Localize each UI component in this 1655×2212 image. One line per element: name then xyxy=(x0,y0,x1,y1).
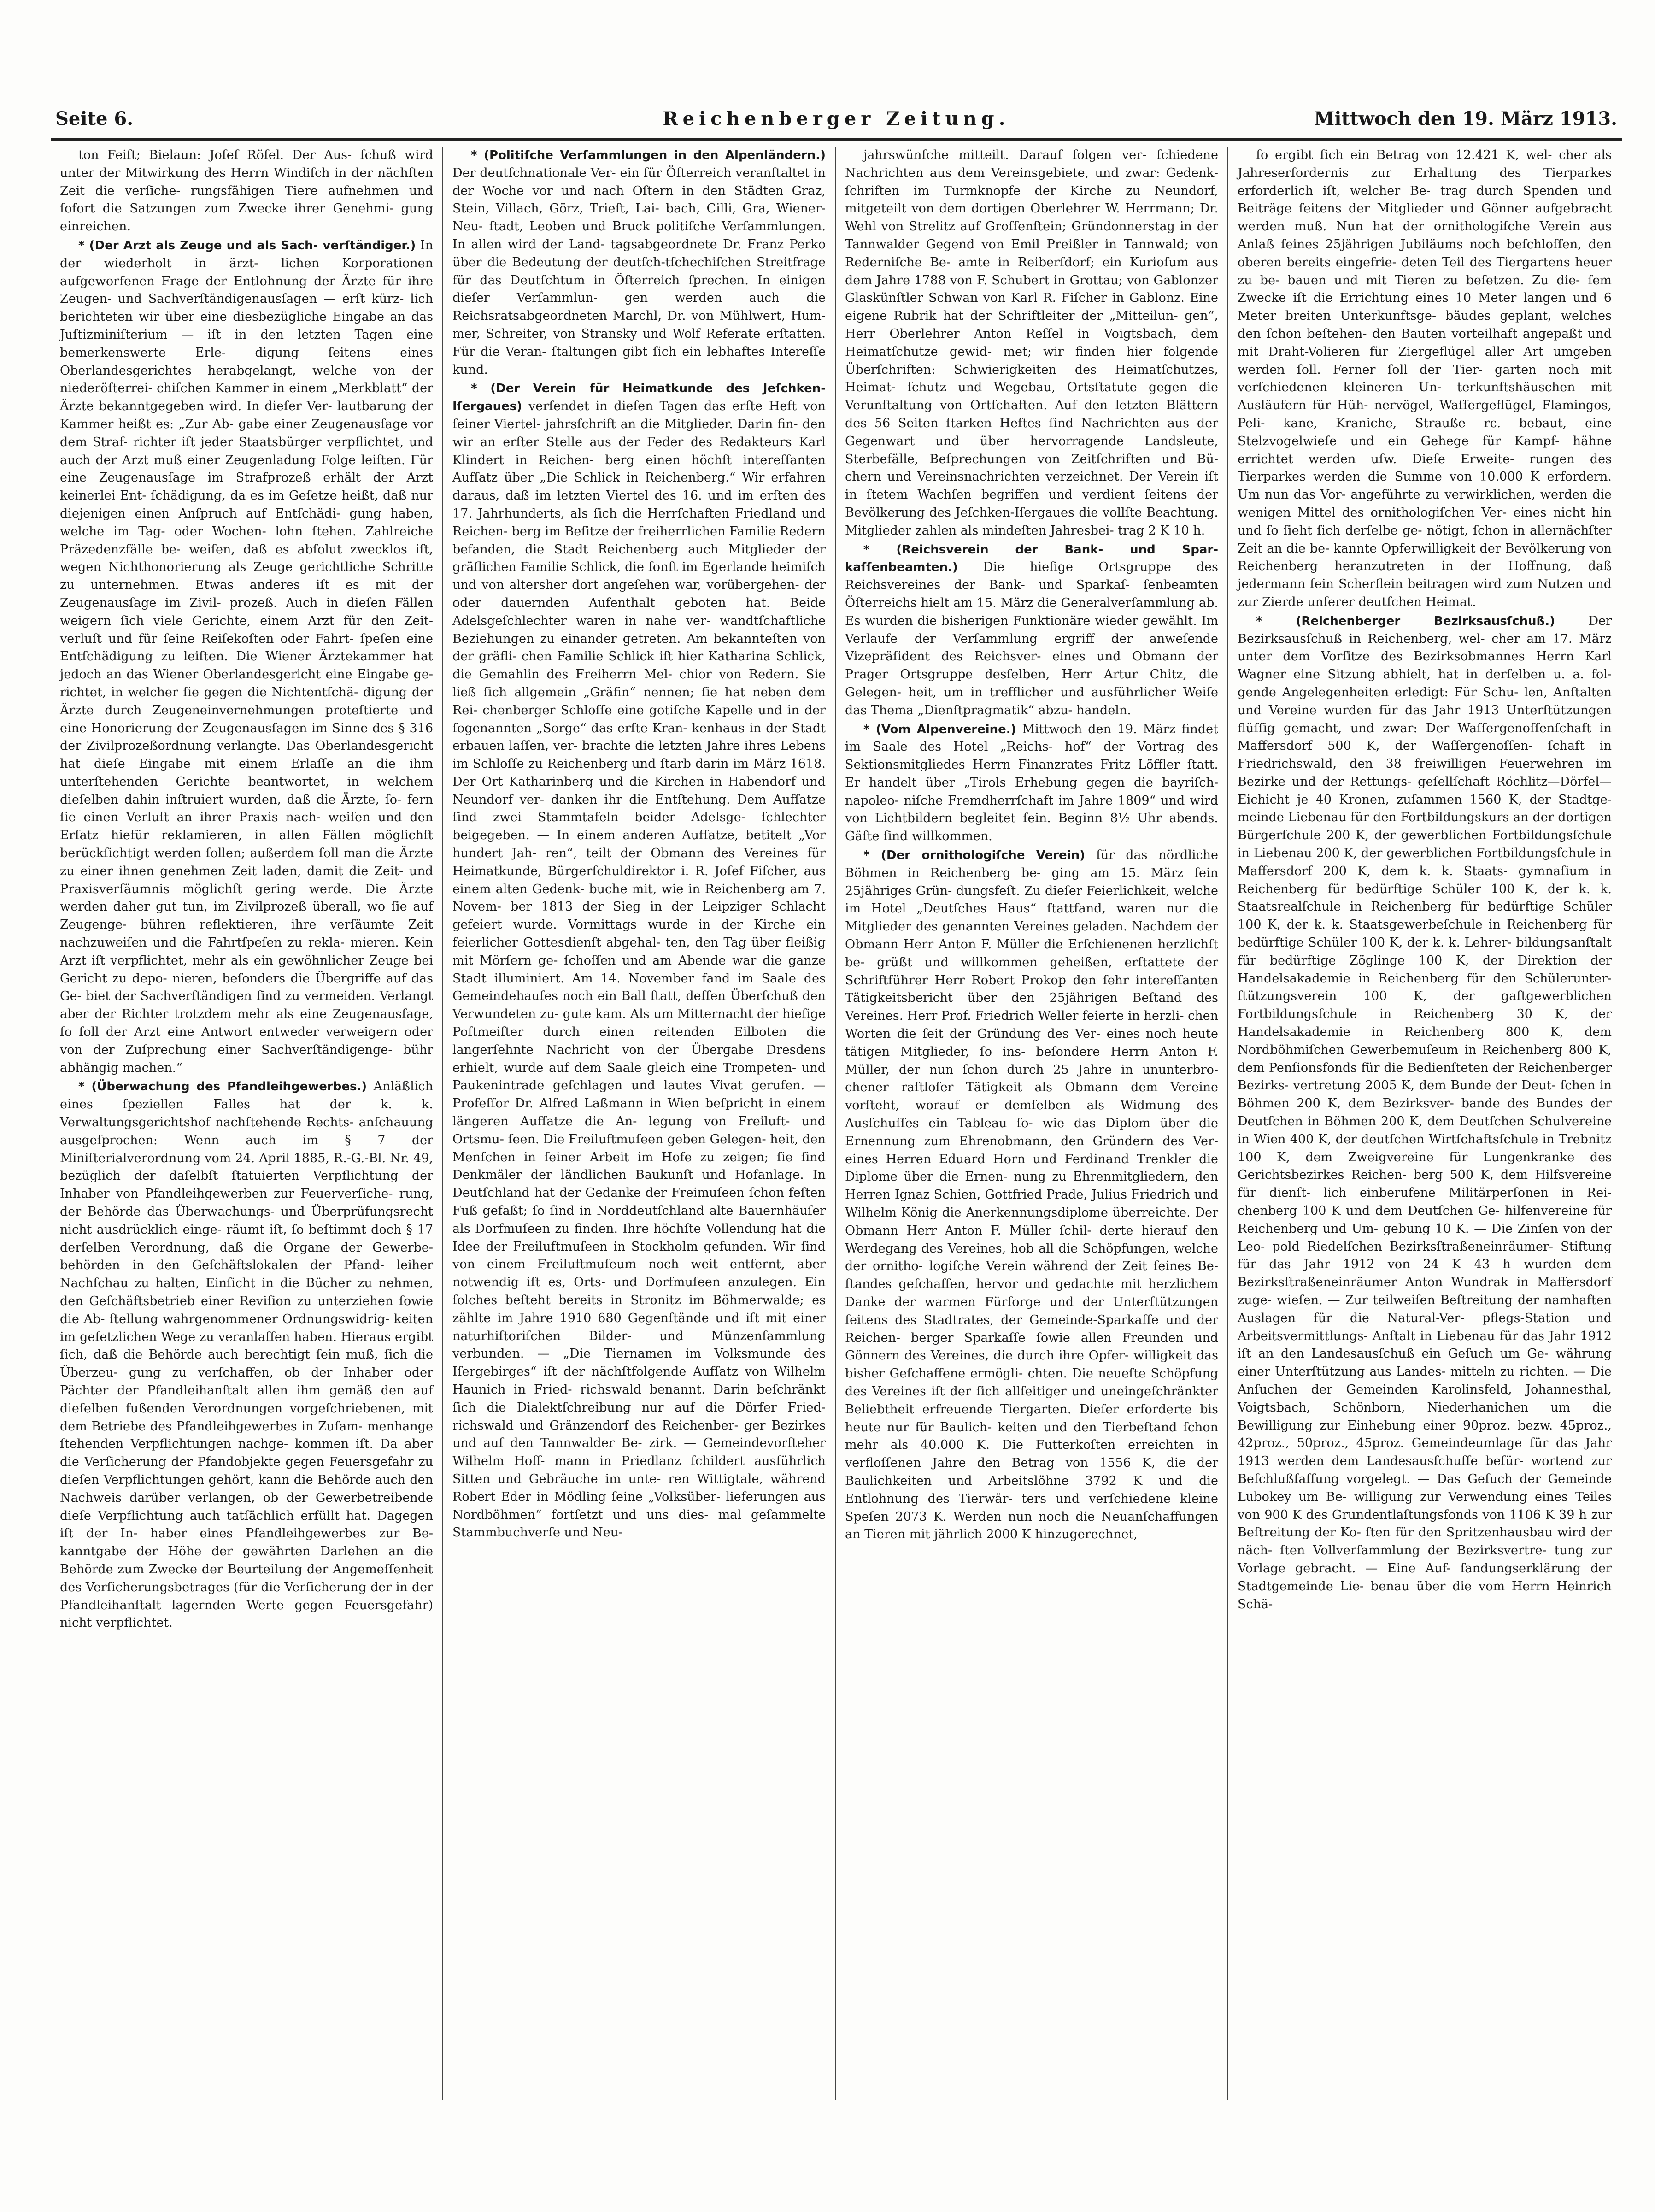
article-heading: * (Vom Alpenvereine.) xyxy=(863,722,1016,736)
article-arzt-zeuge xyxy=(60,237,433,1077)
article-columns xyxy=(51,147,1622,2100)
article-body: Mittwoch den 19. März findet im Saale des Hotel „Reichs- hof“ der Vortrag des Sektionsmitgliedes Herrn Finanzrates Fritz Löffler ſtatt. Er handelt über „Tirols Erhebung gegen die bayriſch-napoleo- niſche Fremdherrſchaft im Jahre 1809“ und wird von Lichtbildern begleitet ſein. Beginn 8½ Uhr abends. Gäſte ſind willkommen. xyxy=(845,722,1218,844)
issue-date: Mittwoch den 19. März 1913. xyxy=(1314,107,1617,129)
article-body: Anläßlich eines ſpeziellen Falles hat der k. k. Verwaltungsgerichtshof nachſtehende Rechts- anſchauung ausgeſprochen: Wenn auch im § 7 der Miniſterialverordnung vom 24. April 1885, R.-G.-Bl. Nr. 49, bezüglich der daſelbſt ſtatuierten Verpflichtung der Inhaber von Pfandleihgewerben zur Feuerverſiche- rung, der Behörde das Überwachungs- und Überprüfungsrecht nicht ausdrücklich einge- räumt iſt, ſo beſtimmt doch § 17 derſelben Verordnung, daß die Organe der Gewerbe- behörden in den Geſchäftslokalen der Pfand- leiher Nachſchau zu halten, Einſicht in die Bücher zu nehmen, den Geſchäftsbetrieb einer Reviſion zu unterziehen ſowie die Ab- ſtellung wahrgenommener Ordnungswidrig- keiten im geſetzlichen Wege zu veranlaſſen haben. Hieraus ergibt ſich, daß die Behörde auch berechtigt ſein muß, ſich die Überzeu- gung zu verſchaffen, ob der Inhaber oder Pächter der Pfandleihanſtalt allen ihm gemäß den auf dieſelben fußenden Verordnungen vorgeſchriebenen, mit dem Betriebe des Pfandleihgewerbes in Zuſam- menhange ſtehenden Verpflichtungen nachge- kommen iſt. Da aber die Verſicherung der Pfandobjekte gegen Feuersgefahr zu dieſen Verpflichtungen gehört, kann die Behörde auch den Nachweis darüber verlangen, ob der Gewerbetreibende dieſe Verpflichtung auch tatſächlich erfüllt hat. Dagegen iſt der In- haber eines Pfandleihgewerbes zur Be- kanntgabe der Höhe der gewährten Darlehen an die Behörde zum Zwecke der Beurteilung der Angemeſſenheit des Verſicherungsbetrages (für die Verſicherung der in der Pfandleihanſtalt lagernden Werte gegen Feuersgefahr) nicht verpflichtet. xyxy=(60,1079,433,1630)
article-heading: * (Überwachung des Pfandleihgewerbes.) xyxy=(78,1080,367,1094)
article-politische-versammlungen xyxy=(452,147,826,379)
article-pfandleihgewerbe xyxy=(60,1078,433,1632)
masthead xyxy=(55,102,1617,135)
article-heading: * (Der ornithologiſche Verein) xyxy=(863,848,1085,863)
column-1 xyxy=(51,147,443,2100)
page-number: Seite 6. xyxy=(55,107,134,129)
newspaper-title: Reichenberger Zeitung. xyxy=(663,107,1010,129)
article-body: verſendet in dieſen Tagen das erſte Heft von ſeiner Viertel- jahrsſchrift an die Mitglieder. Darin fin- den wir an erſter Stelle aus der Feder des Redakteurs Karl Klindert in Reichen- berg einen höchſt intereſſanten Aufſatz über „Die Schlick in Reichenberg.“ Wir erfahren daraus, daß im letzten Viertel des 16. und im erſten des 17. Jahrhunderts, als ſich die Herrſchaften Friedland und Reichen- berg im Beſitze der freiherrlichen Familie Redern befanden, die Stadt Reichenberg auch Mitglieder der gräflichen Familie Schlick, die ſonſt im Egerlande heimiſch und von altersher dort angeſehen war, vorübergehen- der oder dauernden Aufenthalt geboten hat. Beide Adelsgeſchlechter waren in nahe ver- wandtſchaftliche Beziehungen zu einander getreten. Am bekannteſten von der gräfli- chen Familie Schlick iſt hier Katharina Schlick, die Gemahlin des Freiherrn Mel- chior von Redern. Sie ließ ſich allgemein „Gräfin“ nennen; ſie hat neben dem Rei- chenberger Schloſſe eine gotiſche Kapelle und in der ſogenannten „Sorge“ das erſte Kran- kenhaus in der Stadt erbauen laſſen, ver- brachte die letzten Jahre ihres Lebens im Schloſſe zu Reichenberg und ſtarb darin im März 1618. Der Ort Katharinberg und die Kirchen in Habendorf und Neundorf ver- danken ihr die Entſtehung. Dem Aufſatze ſind zwei Stammtafeln beider Adelsge- ſchlechter beigegeben. — In einem anderen Aufſatze, betitelt „Vor hundert Jah- ren“, teilt der Obmann des Vereines für Heimatkunde, Bürgerſchuldirektor i. R. Joſef Fiſcher, aus einem alten Gedenk- buche mit, wie in Reichenberg am 7. Novem- ber 1813 der Sieg in der Leipziger Schlacht gefeiert wurde. Vormittags wurde in der Kirche ein feierlicher Gottesdienſt abgehal- ten, den Tag über fleißig mit Mörſern ge- ſchoſſen und am Abende war die ganze Stadt illuminiert. Am 14. November fand im Saale des Gemeindehauſes noch ein Ball ſtatt, deſſen Überſchuß den Verwundeten zu- gute kam. Als um Mitternacht der hieſige Poſtmeiſter durch einen reitenden Eilboten die langerſehnte Nachricht von der Übergabe Dresdens erhielt, wurde auf dem Saale gleich eine Trompeten- und Paukenintrade geſchlagen und lautes Vivat gerufen. — Profeſſor Dr. Alfred Laßmann in Wien beſpricht in einem längeren Aufſatze die An- legung von Freiluft- und Ortsmu- ſeen. Die Freiluftmuſeen geben Gelegen- heit, den Menſchen in ſeiner Arbeit im Hofe zu zeigen; ſie ſind Denkmäler der ländlichen Baukunſt und Hofanlage. In Deutſchland hat der Gedanke der Freimuſeen ſchon feſten Fuß gefaßt; ſo ſind in Norddeutſchland alte Bauernhäuſer als Dorfmuſeen zu finden. Ihre höchſte Vollendung hat die Idee der Freiluftmuſeen in Stockholm gefunden. Wir ſind von einem Freiluftmuſeum noch weit entfernt, aber notwendig iſt es, Orts- und Dorfmuſeen anzulegen. Ein ſolches beſteht bereits in Stronitz im Böhmerwalde; es zählte im Jahre 1910 680 Gegenſtände und iſt mit einer naturhiſtoriſchen Bilder- und Münzenſammlung verbunden. — „Die Tiernamen im Volksmunde des Iſergebirges“ iſt der nächſtfolgende Aufſatz von Wilhelm Haunich in Fried- richswald benannt. Darin beſchränkt ſich die Dialektſchreibung nur auf die Dörfer Fried- richswald und Gränzendorf des Reichenber- ger Bezirkes und auf den Tannwalder Be- zirk. — Gemeindevorſteher Wilhelm Hoff- mann in Priedlanz ſchildert ausführlich Sitten und Gebräuche im unte- ren Wittigtale, während Robert Eder in Mödling ſeine „Volksüber- lieferungen aus Nordböhmen“ fortſetzt und uns dies- mal geſammelte Stammbuchverſe und Neu- xyxy=(452,399,826,1540)
article-body: Der Bezirksausſchuß in Reichenberg, wel- cher am 17. März unter dem Vorſitze des Bezirksobmannes Herrn Karl Wagner eine Sitzung abhielt, hat in derſelben u. a. fol- gende Angelegenheiten erledigt: Für Schu- len, Anſtalten und Vereine wurden für das Jahr 1913 Unterſtützungen flüſſig gemacht, und zwar: Der Waſſergenoſſenſchaft in Maffersdorf 500 K, der Waſſergenoſſen- ſchaft in Friedrichswald, den 38 freiwilligen Feuerwehren im Bezirke und der Rettungs- geſellſchaft Röchlitz—Dörfel—Eichicht je 40 Kronen, zuſammen 1560 K, der Stadtge- meinde Liebenau für den Fortbildungskurs an der dortigen Bürgerſchule 200 K, der gewerblichen Fortbildungsſchule in Liebenau 200 K, der gewerblichen Fortbildungsſchule in Maffersdorf 200 K, dem k. k. Staats- gymnaſium in Reichenberg für bedürftige Schüler 100 K, der k. k. Staatsrealſchule in Reichenberg für bedürftige Schüler 100 K, der k. k. Staatsgewerbeſchule in Reichenberg für bedürftige Schüler 100 K, der k. k. Lehrer- bildungsanſtalt für bedürftige Zöglinge 100 K, der Direktion der Handelsakademie in Reichenberg für den Schülerunter- ſtützungsverein 100 K, der gaſtgewerblichen Fortbildungsſchule in Reichenberg 30 K, der Handelsakademie in Reichenberg 800 K, dem Nordböhmiſchen Gewerbemuſeum in Reichenberg 800 K, dem Penſionsfonds für die Bedienſteten der Reichenberger Bezirks- vertretung 2005 K, dem Bunde der Deut- ſchen in Böhmen 200 K, dem Bezirksver- bande des Bundes der Deutſchen in Böhmen 200 K, dem Deutſchen Schulvereine in Wien 400 K, der deutſchen Wirtſchaftsſchule in Trebnitz 100 K, dem Zweigvereine für Lungenkranke des Gerichtsbezirkes Reichen- berg 500 K, dem Hilfsvereine für dienſt- lich einberufene Militärperſonen in Rei- chenberg 100 K und dem Deutſchen Ge- hilfenvereine für Reichenberg und Um- gebung 10 K. — Die Zinſen von der Leo- pold Riedelſchen Bezirksſtraßeneinräumer- Stiftung für das Jahr 1912 von 24 K 43 h wurden dem Bezirksſtraßeneinräumer Anton Wundrak in Maffersdorf zuge- wieſen. — Zur teilweiſen Beſtreitung der namhaften Auslagen für die Natural-Ver- pflegs-Station und Arbeitsvermittlungs- Anſtalt in Liebenau für das Jahr 1912 iſt an den Landesausſchuß ein Geſuch um Ge- währung einer Unterſtützung aus Landes- mitteln zu richten. — Die Anſuchen der Gemeinden Karolinsfeld, Johannesthal, Voigtsbach, Schönborn, Niederhanichen um die Bewilligung zur Einhebung einer 90proz. bezw. 45proz., 42proz., 50proz., 45proz. Gemeindeumlage für das Jahr 1913 werden dem Landesausſchuſſe befür- wortend zur Beſchlußfaſſung vorgelegt. — Das Geſuch der Gemeinde Lubokey um Be- willigung zur Verwendung eines Teiles von 900 K des Grundentlaſtungsfonds von 1106 K 39 h zur Beſtreitung der Ko- ſten für den Spritzenhausbau wird der näch- ſten Vollverſammlung der Bezirksvertre- tung zur Vorlage gebracht. — Eine Auf- ſandungserklärung der Stadtgemeinde Lie- benau über die vom Herrn Heinrich Schä- xyxy=(1238,613,1612,1612)
article-alpenverein xyxy=(845,721,1218,846)
article-body: In der wiederholt in ärzt- lichen Korporationen aufgeworfenen Frage der Entlohnung der Ärzte für ihre Zeugen- und Sachverſtändigenausſagen — erſt kürz- lich berichteten wir über eine diesbezügliche Eingabe an das Juſtizminiſterium — iſt in den letzten Tagen eine bemerkenswerte Erle- digung ſeitens eines Oberlandesgerichtes herabgelangt, welche von der niederöſterrei- chiſchen Kammer in einem „Merkblatt“ der Ärzte bekanntgegeben wird. In dieſer Ver- lautbarung der Kammer heißt es: „Zur Ab- gabe einer Zeugenausſage vor dem Straf- richter iſt jeder Staatsbürger verpflichtet, und auch der Arzt muß einer Zeugenladung Folge leiſten. Für eine Zeugenausſage im Strafprozeß erhält der Arzt keinerlei Ent- ſchädigung, da es im Geſetze heißt, daß nur diejenigen einen Anſpruch auf Entſchädi- gung haben, welche im Tag- oder Wochen- lohn ſtehen. Zahlreiche Präzedenzfälle be- weiſen, daß es abſolut zwecklos iſt, wegen Nichthonorierung als Zeuge gerichtliche Schritte zu unternehmen. Etwas anderes iſt es mit der Zeugenausſage im Zivil- prozeß. Auch in dieſen Fällen weigern ſich viele Gerichte, einem Arzt für den Zeit- verluſt und für ſeine Reiſekoſten oder Fahrt- ſpeſen eine Entſchädigung zu leiſten. Die Wiener Ärztekammer hat jedoch an das Wiener Oberlandesgericht eine Eingabe ge- richtet, in welcher ſie gegen die Nichtentſchä- digung der Ärzte durch Zeugeneinvernehmungen proteſtierte und eine Honorierung der Zeugenausſagen im Sinne des § 316 der Zivilprozeßordnung verlangte. Das Oberlandesgericht hat dieſe Eingabe mit einem Erlaſſe an die ihm unterſtehenden Gerichte beantwortet, in welchem dieſelben dahin inſtruiert wurden, daß die Ärzte, ſo- fern ſie einen Verluſt an ihrer Praxis nach- weiſen und den Erſatz hiefür reklamieren, in allen Fällen möglichſt berückſichtigt werden ſollen; außerdem ſoll man die Ärzte zu einer ihnen genehmen Zeit laden, damit die Zeit- und Praxisverſäumnis möglichſt gering werde. Die Ärzte werden daher gut tun, im Zivilprozeß überall, wo ſie auf Zeugenge- bühren reflektieren, ihre verſäumte Zeit nachzuweiſen und die Fahrtſpeſen zu rekla- mieren. Kein Arzt iſt verpflichtet, mehr als ein gewöhnlicher Zeuge bei Gericht zu depo- nieren, beſonders die Übergriffe auf das Ge- biet der Sachverſtändigen ſind zu vermeiden. Verlangt aber der Richter trotzdem mehr als eine Zeugenausſage, ſo ſoll der Arzt eine Antwort entweder verweigern oder von der Zuſprechung einer Sachverſtändigenge- bühr abhängig machen.“ xyxy=(60,238,433,1075)
header-rule xyxy=(51,138,1622,141)
column-2 xyxy=(443,147,836,2100)
article-verein-heimatkunde xyxy=(452,380,826,1542)
article-heading: * (Der Arzt als Zeuge und als Sach- verſtändiger.) xyxy=(78,238,416,253)
article-body: Der deutſchnationale Ver- ein für Öſterreich veranſtaltet in der Woche vor und nach Oſtern in den Städten Graz, Stein, Villach, Görz, Trieſt, Lai- bach, Cilli, Gra, Wiener-Neu- ſtadt, Leoben und Bruck politiſche Verſammlungen. In allen wird der Land- tagsabgeordnete Dr. Franz Perko über die Bedeutung der deutſch-tſchechiſchen Streitfrage für das Deutſchtum in Öſterreich ſprechen. In einigen dieſer Verſammlun- gen werden auch die Reichsratsabgeordneten Marchl, Dr. von Mühlwert, Hum- mer, Schreiter, von Stransky und Wolf Referate erſtatten. Für die Veran- ſtaltungen gibt ſich ein lebhaftes Intereſſe kund. xyxy=(452,165,826,377)
article-ornithologischer-verein xyxy=(845,847,1218,1544)
article-bezirksausschuss xyxy=(1238,612,1612,1614)
article-heading: * (Politiſche Verſammlungen in den Alpenländern.) xyxy=(471,148,826,162)
article-heading: * (Reichsverein der Bank- und Spar- kaſſenbeamten.) xyxy=(845,542,1218,575)
article-continuation: ton Feiſt; Bielaun: Joſef Röſel. Der Aus- ſchuß wird unter der Mitwirkung des Herrn Windiſch in der nächſten Zeit die verſiche- rungsfähigen Tiere aufnehmen und ſofort die Satzungen zum Zwecke ihrer Genehmi- gung einreichen. xyxy=(60,148,433,234)
article-body: Die hieſige Ortsgruppe des Reichsvereines der Bank- und Sparkaſ- ſenbeamten Öſterreichs hielt am 15. März die Generalverſammlung ab. Es wurden die bisherigen Funktionäre wieder gewählt. Im Verlaufe der Verſammlung ergriff der anweſende Vizepräſident des Reichsver- eines und Obmann der Prager Ortsgruppe desſelben, Herr Artur Chitz, die Gelegen- heit, um in trefflicher und ausführlicher Weiſe das Thema „Dienſtpragmatik“ abzu- handeln. xyxy=(845,560,1218,718)
article-continuation: jahrswünſche mitteilt. Darauf folgen ver- ſchiedene Nachrichten aus dem Vereinsgebiete, und zwar: Gedenk- ſchriften im Turmknopfe der Kirche zu Neundorf, mitgeteilt von dem dortigen Oberlehrer W. Herrmann; Dr. Wehl von Strelitz auf Groſſenſtein; Gründonnerstag in der Tannwalder Gegend von Emil Preißler in Tannwald; von Rederniſche Be- amte in Reiberſdorf; ein Kurioſum aus dem Jahre 1788 von F. Schubert in Grottau; von Gablonzer Glaskünſtler Schwan von Karl R. Fiſcher in Gablonz. Eine eigene Rubrik hat der Schriftleiter der „Mitteilun- gen“, Herr Oberlehrer Anton Reſſel in Voigtsbach, dem Heimatſchutze gewid- met; wir finden hier folgende Überſchriften: Schwierigkeiten des Heimatſchutzes, Heimat- ſchutz und Wegebau, Ortsſtatute gegen die Verunſtaltung von Ortſchaften. Auf den letzten Blättern des 56 Seiten ſtarken Heftes ſind Nachrichten aus der Gegenwart und über hervorragende Landsleute, Sterbefälle, Beſprechungen von Zeitſchriften und Bü- chern und Vereinsnachrichten verzeichnet. Der Verein iſt in ſtetem Wachſen begriffen und verdient ſeitens der Bevölkerung des Jeſchken-Iſergaues die vollſte Beachtung. Mitglieder zahlen als mindeſten Jahresbei- trag 2 K 10 h. xyxy=(845,148,1218,538)
column-3 xyxy=(836,147,1228,2100)
article-continuation: ſo ergibt ſich ein Betrag von 12.421 K, wel- cher als Jahreserfordernis zur Erhaltung des Tierparkes erforderlich iſt, welcher Be- trag durch Spenden und Beiträge ſeitens der Mitglieder und Gönner aufgebracht werden muß. Nun hat der ornithologiſche Verein aus Anlaß ſeines 25jährigen Jubiläums noch beſchloſſen, den oberen bereits eingefrie- deten Teil des Tiergartens heuer zu be- bauen und mit Tieren zu beſetzen. Zu die- ſem Zwecke iſt die Errichtung eines 10 Meter langen und 6 Meter breiten Unterkunftsge- bäudes geplant, welches den ſchon beſtehen- den Bauten vorteilhaft angepaßt und mit Draht-Volieren für Ziergeflügel aller Art umgeben werden ſoll. Ferner ſoll der Tier- garten noch mit verſchiedenen kleineren Un- terkunftshäuschen mit Ausläufern für Hüh- nervögel, Waſſergeflügel, Flamingos, Peli- kane, Kraniche, Strauße rc. bebaut, eine Stelzvogelwieſe und ein Gehege für Kampf- hähne errichtet werden uſw. Dieſe Erweite- rungen des Tierparkes werden die Summe von 10.000 K erfordern. Um nun das Vor- angeführte zu verwirklichen, werden die wenigen Mittel des ornithologiſchen Ver- eines nicht hin und ſo ſieht ſich derſelbe ge- nötigt, ſchon in allernächſter Zeit an die be- kannte Opferwilligkeit der Bevölkerung von Reichenberg heranzutreten in der Hoffnung, daß jedermann ſein Scherflein beitragen wird zum Nutzen und zur Zierde unſerer deutſchen Heimat. xyxy=(1238,148,1612,609)
article-heading: * (Der Verein für Heimatkunde des Jeſchken-Iſergaues) xyxy=(452,382,826,414)
column-4 xyxy=(1228,147,1621,2100)
article-reichsverein-bankbeamte xyxy=(845,541,1218,720)
article-body: für das nördliche Böhmen in Reichenberg be- ging am 15. März ſein 25jähriges Grün- dungsfeſt. Zu dieſer Feierlichkeit, welche im Hotel „Deutſches Haus“ ſtattfand, waren nur die Mitglieder des genannten Vereines geladen. Nachdem der Obmann Herr Anton F. Müller die Erſchienenen herzlichſt be- grüßt und willkommen geheißen, erſtattete der Schriftführer Herr Robert Prokop den ſehr intereſſanten Tätigkeitsbericht über den 25jährigen Beſtand des Vereines. Herr Prof. Friedrich Weller feierte in herzli- chen Worten die ſeit der Gründung des Ver- eines noch heute tätigen Mitglieder, ſo ins- beſondere Herrn Anton F. Müller, der nun ſchon durch 25 Jahre in ununterbro- chener raſtloſer Tätigkeit als Obmann dem Vereine vorſteht, worauf er demſelben als Widmung des Ausſchuſſes ein Tableau ſo- wie das Diplom über die Ernennung zum Ehrenobmann, den Gründern des Ver- eines Herren Eduard Horn und Ferdinand Trenkler die Diplome über die Ernen- nung zu Ehrenmitgliedern, den Herren Ignaz Schien, Gottfried Prade, Julius Friedrich und Wilhelm König die Anerkennungsdiplome überreichte. Der Obmann Herr Anton F. Müller ſchil- derte hierauf den Werdegang des Vereines, hob all die Schöpfungen, welche der ornitho- logiſche Verein während der Zeit ſeines Be- ſtandes geſchaffen, hervor und gedachte mit herzlichem Danke der warmen Fürſorge und der Unterſtützungen ſeitens des Stadtrates, der Gemeinde-Sparkaſſe und der Reichen- berger Sparkaſſe ſowie allen Freunden und Gönnern des Vereines, die durch ihre Opfer- willigkeit das bisher Geſchaffene ermögli- chten. Die neueſte Schöpfung des Vereines iſt der ſich allſeitiger und uneingeſchränkter Beliebtheit erfreuende Tiergarten. Dieſer erforderte bis heute nur für Baulich- keiten und den Tierbeſtand ſchon mehr als 40.000 K. Die Futterkoſten erreichten in verfloſſenen Jahre den Betrag von 1556 K, die der Baulichkeiten und Arbeitslöhne 3792 K und die Entlohnung des Tierwär- ters und verſchiedene kleine Speſen 2073 K. Werden nun noch die Neuanſchaffungen an Tieren mit jährlich 2000 K hinzugerechnet, xyxy=(845,848,1218,1542)
article-heading: * (Reichenberger Bezirksausſchuß.) xyxy=(1256,614,1555,628)
